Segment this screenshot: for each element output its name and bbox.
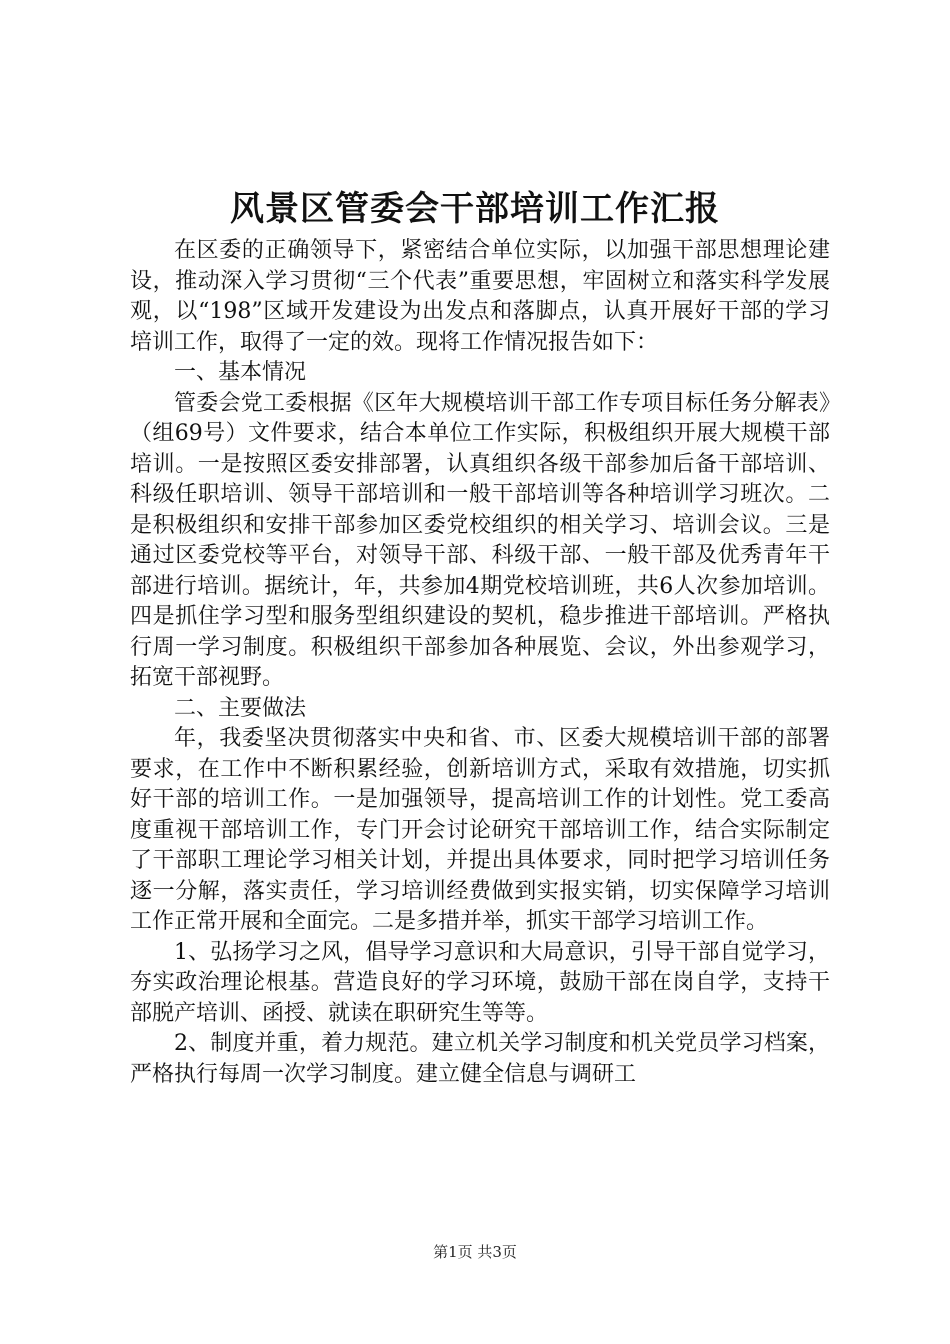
item-2-paragraph: 2、制度并重，着力规范。建立机关学习制度和机关党员学习档案，严格执行每周一次学习制度。建立健全信息与调研工	[130, 1031, 830, 1087]
section-heading-methods: 二、主要做法	[174, 695, 307, 721]
section-heading-basic: 一、基本情况	[174, 360, 307, 385]
page-footer: 第1页 共3页	[433, 1243, 517, 1261]
methods-paragraph: 年，我委坚决贯彻落实中央和省、市、区委大规模培训干部的部署要求，在工作中不断积累经验，创新培训方式，采取有效措施，切实抓好干部的培训工作。一是加强领导，提高培训工作的计划性。党工委高度重视干部培训工作，专门开会讨论研究干部培训工作，结合实际制定了干部职工理论学习相关计划，并提出具体要求，同时把学习培训任务逐一分解，落实责任，学习培训经费做到实报实销，切实保障学习培训工作正常开展和全面完。二是多措并举，抓实干部学习培训工作。	[130, 726, 830, 934]
intro-paragraph: 在区委的正确领导下，紧密结合单位实际，以加强干部思想理论建设，推动深入学习贯彻“三个代表”重要思想，牢固树立和落实科学发展观，以“198”区域开发建设为出发点和落脚点，认真开展好干部的学习培训工作，取得了一定的效。现将工作情况报告如下：	[130, 238, 830, 355]
basic-situation-paragraph: 管委会党工委根据《区年大规模培训干部工作专项目标任务分解表》（组69号）文件要求，结合本单位工作实际，积极组织开展大规模干部培训。一是按照区委安排部署，认真组织各级干部参加后备干部培训、科级任职培训、领导干部培训和一般干部培训等各种培训学习班次。二是积极组织和安排干部参加区委党校组织的相关学习、培训会议。三是通过区委党校等平台，对领导干部、科级干部、一般干部及优秀青年干部进行培训。据统计，年，共参加4期党校培训班，共6人次参加培训。四是抓住学习型和服务型组织建设的契机，稳步推进干部培训。严格执行周一学习制度。积极组织干部参加各种展览、会议，外出参观学习，拓宽干部视野。	[130, 390, 830, 690]
document-title: 风景区管委会干部培训工作汇报	[230, 189, 720, 229]
document-body	[130, 236, 830, 1090]
item-1-paragraph: 1、弘扬学习之风，倡导学习意识和大局意识，引导干部自觉学习，夯实政治理论根基。营造良好的学习环境，鼓励干部在岗自学，支持干部脱产培训、函授、就读在职研究生等等。	[130, 939, 830, 1026]
